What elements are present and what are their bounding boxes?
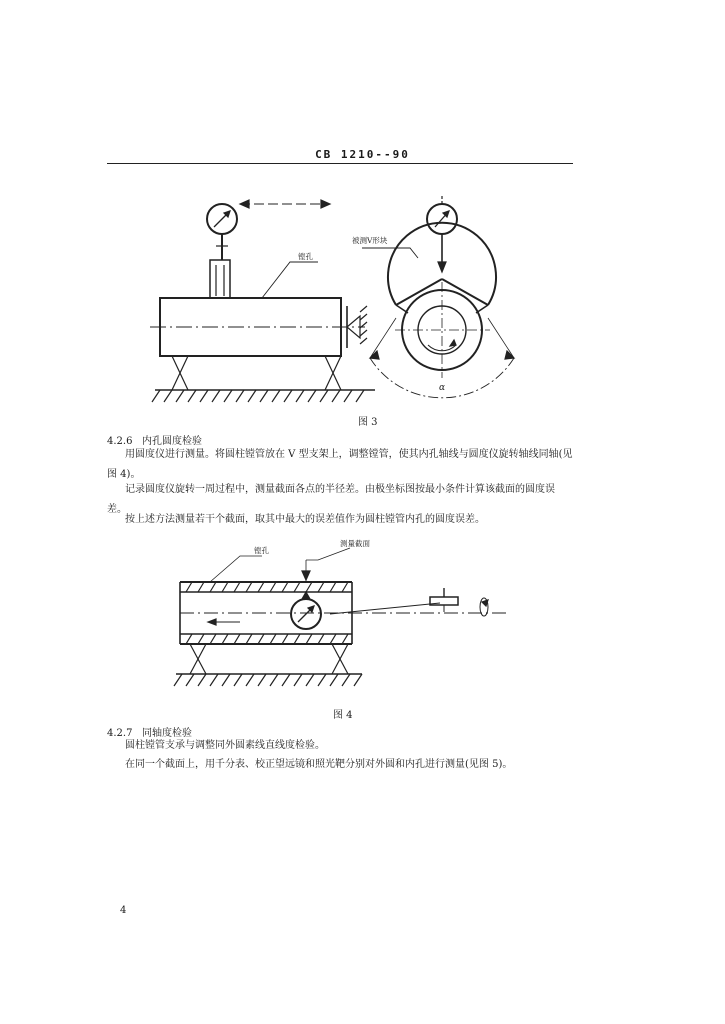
figure-3-caption: 图 3 <box>358 417 378 428</box>
page-number: 4 <box>120 905 127 916</box>
section-number: 4.2.7 <box>107 728 133 739</box>
paragraph-record-radius: 记录圆度仪旋转一周过程中，测量截面各点的半径差。由极坐标图按最小条件计算该截面的圆度误差。 <box>107 484 555 515</box>
standard-header: CB 1210--90 <box>315 148 410 161</box>
paragraph-repeat-sections: 按上述方法测量若干个截面，取其中最大的误差值作为圆柱镗管内孔的圆度误差。 <box>125 514 485 525</box>
fig3-pipe-label: 镗孔 <box>298 252 313 261</box>
section-title: 同轴度检验 <box>142 728 192 739</box>
fig4-section-label: 测量截面 <box>340 539 370 548</box>
fig3-angle-label: α <box>439 383 446 393</box>
section-title: 内孔圆度检验 <box>142 436 202 447</box>
fig3-vblock-label: 被测V形块 <box>352 236 388 245</box>
figure-4-caption: 图 4 <box>333 710 353 721</box>
paragraph-measure-method: 用圆度仪进行测量。将圆柱镗管放在 V 型支架上，调整镗管，使其内孔轴线与圆度仪旋转轴线同轴(见图 4)。 <box>107 449 573 480</box>
section-number: 4.2.6 <box>107 436 133 447</box>
fig4-pipe-label: 镗孔 <box>254 546 269 555</box>
paragraph-same-section-measure: 在同一个截面上，用千分表、校正望远镜和照光靶分别对外圆和内孔进行测量(见图 5)。 <box>125 759 513 770</box>
paragraph-support-adjust: 圆柱镗管支承与调整同外圆素线直线度检验。 <box>125 740 325 751</box>
